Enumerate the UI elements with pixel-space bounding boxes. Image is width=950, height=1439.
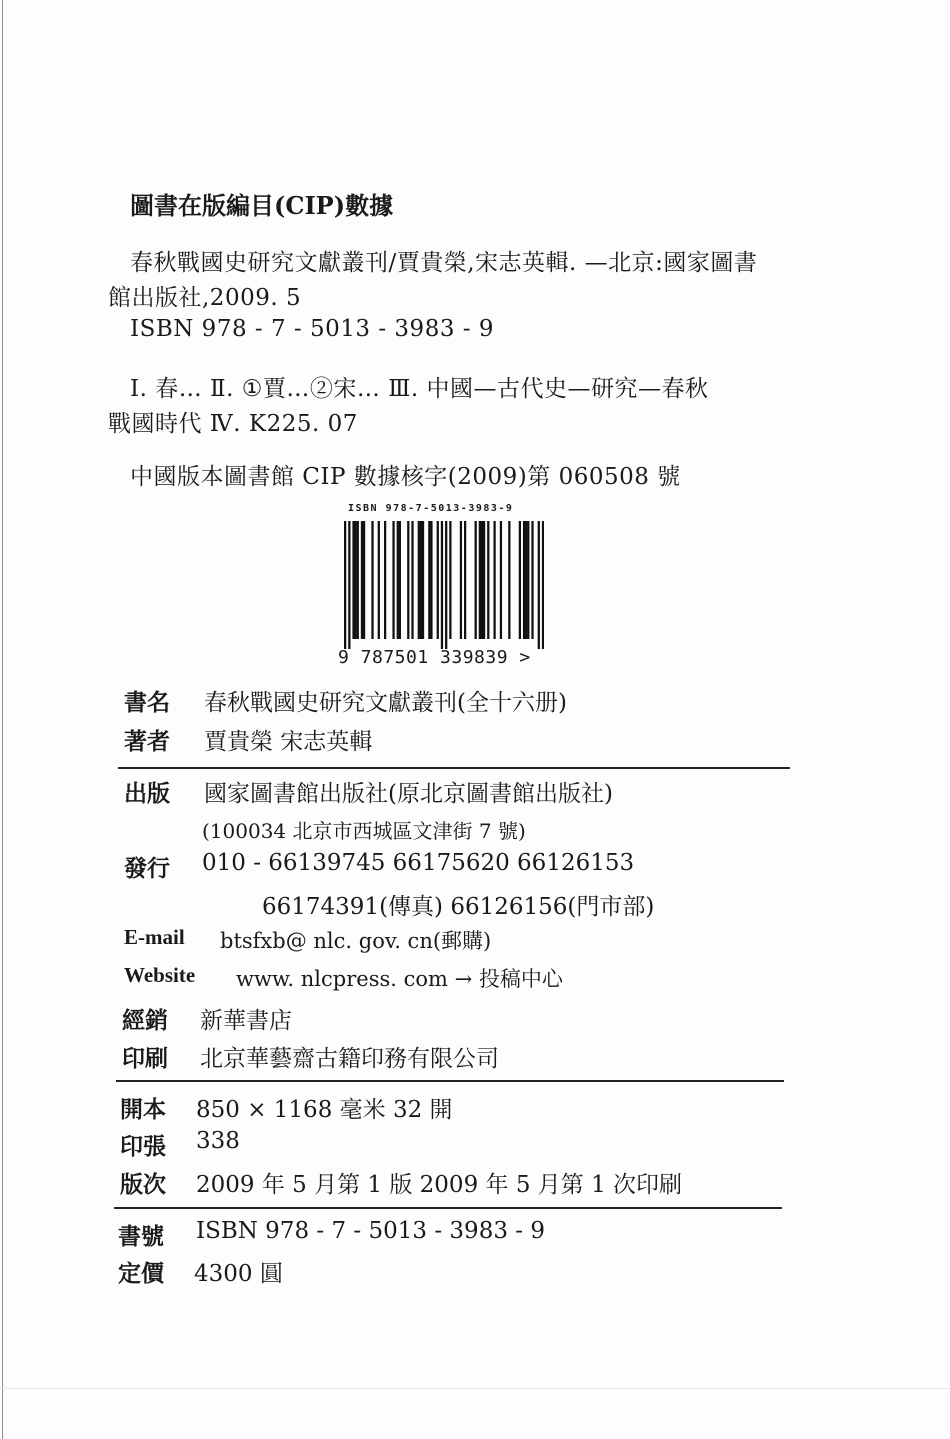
edition-value: 2009 年 5 月第 1 版 2009 年 5 月第 1 次印刷 — [196, 1172, 683, 1198]
barcode-bar — [445, 521, 447, 649]
barcode-bar — [475, 521, 477, 639]
barcode-bar — [378, 521, 380, 639]
cip-classification-line-2: 戰國時代 Ⅳ. K225. 07 — [108, 411, 358, 437]
price-label: 定價 — [118, 1261, 164, 1287]
barcode-bar — [428, 521, 430, 639]
title-value: 春秋戰國史研究文獻叢刊(全十六册) — [204, 690, 567, 716]
barcode-bar — [538, 521, 540, 649]
barcode-bar — [422, 521, 424, 639]
distribution-value-2: 66174391(傳真) 66126156(門市部) — [262, 894, 655, 920]
website-value: www. nlcpress. com → 投稿中心 — [236, 967, 563, 991]
barcode-bar — [508, 521, 510, 639]
barcode-bar — [519, 521, 521, 639]
barcode-bar — [357, 521, 359, 639]
barcode-bar — [352, 521, 354, 639]
price-value: 4300 圓 — [194, 1261, 283, 1287]
barcode-bottom-text: 9 787501 339839 > — [338, 647, 531, 668]
barcode-bar — [531, 521, 533, 639]
barcode-bar — [500, 521, 502, 639]
barcode-bar — [371, 521, 373, 639]
barcode-bar — [407, 521, 409, 639]
barcode-bar — [399, 521, 401, 639]
cip-publisher-line: 館出版社,2009. 5 — [108, 285, 302, 311]
barcode-bar — [363, 521, 365, 639]
barcode-bar — [460, 521, 462, 639]
barcode-bar — [392, 521, 394, 639]
distribution-label: 發行 — [124, 856, 170, 882]
barcode-bar — [348, 521, 350, 649]
website-label: Website — [124, 963, 196, 987]
barcode-bar — [397, 521, 399, 639]
book-number-label: 書號 — [118, 1224, 164, 1250]
cip-isbn-line: ISBN 978 - 7 - 5013 - 3983 - 9 — [130, 316, 494, 342]
title-label: 書名 — [124, 690, 170, 716]
cip-title-line: 春秋戰國史研究文獻叢刊/賈貴榮,宋志英輯. —北京:國家圖書 — [130, 250, 758, 276]
printer-label: 印刷 — [122, 1046, 168, 1072]
publisher-label: 出版 — [124, 781, 170, 807]
cip-record-line: 中國版本圖書館 CIP 數據核字(2009)第 060508 號 — [130, 464, 681, 490]
format-label: 開本 — [120, 1097, 166, 1123]
barcode-bar — [479, 521, 481, 639]
barcode-bar — [355, 521, 357, 639]
barcode-bar — [449, 521, 451, 639]
barcode-bar — [493, 521, 495, 639]
barcode-bar — [464, 521, 466, 639]
divider-rule-2 — [116, 1080, 784, 1082]
publisher-value: 國家圖書館出版社(原北京圖書館出版社) — [204, 781, 613, 807]
barcode-top-text: ISBN 978-7-5013-3983-9 — [348, 503, 514, 514]
printer-value: 北京華藝齋古籍印務有限公司 — [200, 1046, 499, 1072]
barcode-bar — [411, 521, 413, 639]
barcode-bars — [344, 521, 544, 649]
edition-label: 版次 — [120, 1172, 166, 1198]
barcode-bar — [430, 521, 432, 639]
divider-rule-3 — [114, 1207, 782, 1209]
sheets-value: 338 — [196, 1128, 240, 1154]
barcode-bar — [441, 521, 443, 649]
barcode-bar — [542, 521, 544, 649]
email-label: E-mail — [124, 925, 185, 949]
barcode-bar — [487, 521, 489, 639]
author-label: 著者 — [124, 729, 170, 755]
author-value: 賈貴榮 宋志英輯 — [204, 729, 373, 755]
barcode-bar — [344, 521, 346, 649]
email-value: btsfxb@ nlc. gov. cn(郵購) — [220, 929, 492, 953]
barcode-bar — [483, 521, 485, 639]
seller-label: 經銷 — [122, 1008, 168, 1034]
barcode-bar — [384, 521, 386, 639]
page-bottom-edge — [0, 1388, 950, 1389]
barcode-bar — [481, 521, 483, 639]
format-value: 850 × 1168 毫米 32 開 — [196, 1097, 453, 1123]
barcode-bar — [420, 521, 422, 639]
cip-heading: 圖書在版編目(CIP)數據 — [130, 191, 394, 220]
barcode-bar — [525, 521, 527, 639]
barcode-bar — [418, 521, 420, 639]
sheets-label: 印張 — [120, 1134, 166, 1160]
divider-rule-1 — [118, 767, 790, 769]
isbn-barcode — [336, 503, 566, 673]
seller-value: 新華書店 — [200, 1008, 292, 1034]
page-left-edge — [2, 0, 3, 1439]
address-value: (100034 北京市西城區文津街 7 號) — [202, 819, 526, 843]
barcode-bar — [361, 521, 363, 639]
barcode-bar — [437, 521, 439, 639]
barcode-bar — [527, 521, 529, 639]
cip-classification-line: Ⅰ. 春… Ⅱ. ①賈…②宋… Ⅲ. 中國—古代史—研究—春秋 — [130, 376, 709, 402]
barcode-bar — [523, 521, 525, 639]
book-number-value: ISBN 978 - 7 - 5013 - 3983 - 9 — [196, 1218, 545, 1244]
distribution-value: 010 - 66139745 66175620 66126153 — [202, 850, 635, 876]
